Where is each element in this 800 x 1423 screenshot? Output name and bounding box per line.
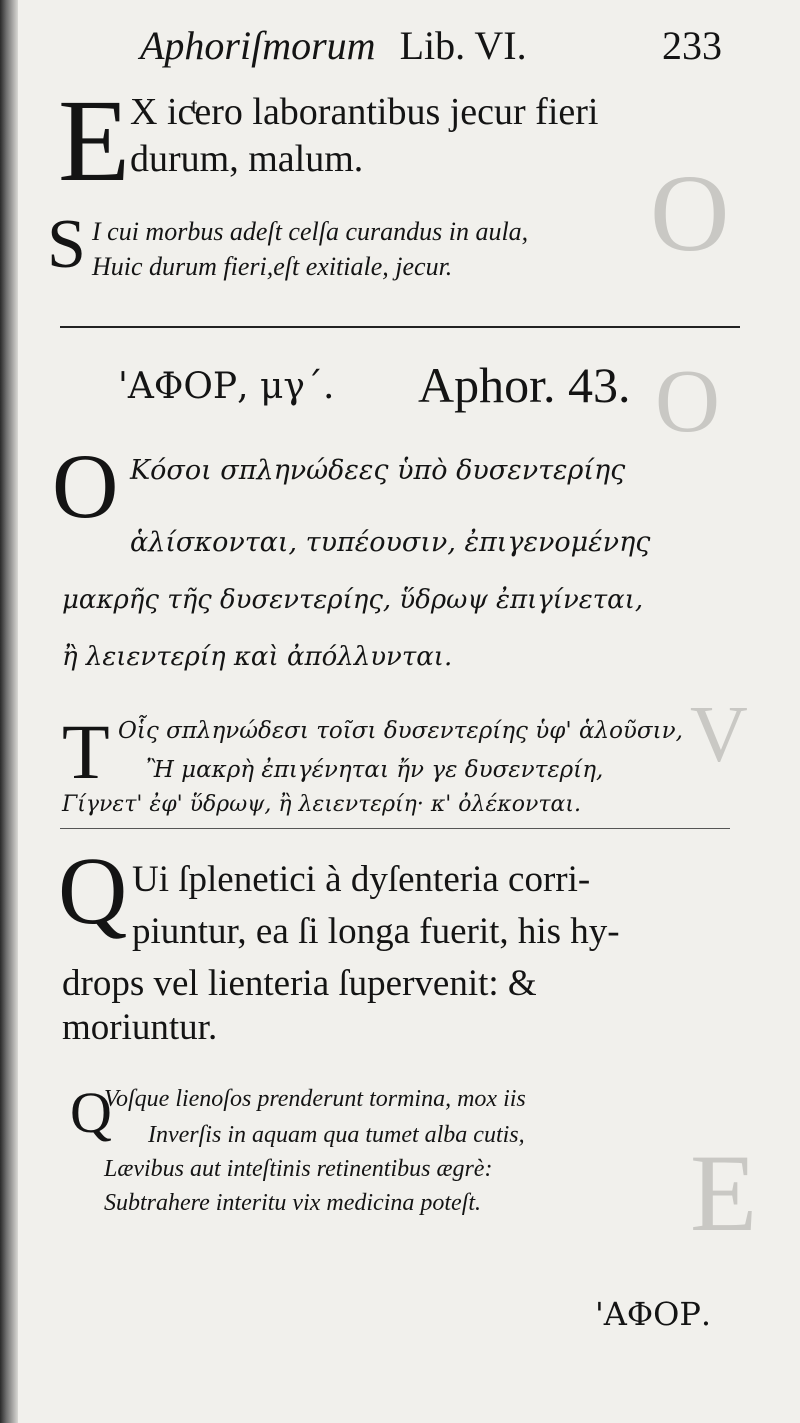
- latin-prose-line-2: piuntur, ea ſi longa fuerit, his hy-: [132, 911, 620, 952]
- greek-prose-line-2: ἁλίσκονται, τυπέουσιν, ἐπιγενομένης: [130, 527, 651, 558]
- bleed-through-letter-o: O: [650, 152, 730, 274]
- running-title: Aphoriſmorum: [140, 23, 376, 68]
- aphorism-42-line-1: X icͭero laborantibus jecur fieri: [130, 91, 599, 133]
- greek-prose-line-1: Κόσοι σπληνώδεες ὑπὸ δυσεντερίης: [130, 455, 626, 486]
- latin-verse-line-2: Inverſis in aquam qua tumet alba cutis,: [148, 1122, 525, 1148]
- greek-prose-line-3: μακρῆς τῆς δυσεντερίης, ὕδρωψ ἐπιγίνεται,: [62, 585, 644, 615]
- greek-verse-line-1: Οἷς σπληνώδεσι τοῖσι δυσεντερίης ὑφ' ἁλοῦσιν,: [118, 718, 683, 744]
- book-label: Lib. VI.: [399, 23, 527, 68]
- catchword: 'ΑΦΟΡ.: [595, 1295, 712, 1333]
- drop-cap-q-small: Q: [70, 1080, 112, 1145]
- greek-prose-line-4: ἢ λειεντερίη καὶ ἀπόλλυνται.: [62, 642, 453, 672]
- page-gutter-shadow: [0, 0, 18, 1423]
- aphorism-42-line-2: durum, malum.: [130, 138, 364, 180]
- section-divider: [60, 326, 740, 328]
- aphorism-43-heading-latin: Aphor. 43.: [418, 357, 631, 413]
- latin-verse-line-1: Voſque lienoſos prenderunt tormina, mox iis: [104, 1086, 526, 1112]
- drop-cap-s: S: [47, 206, 86, 283]
- latin-prose-line-3: drops vel lienteria ſupervenit: &: [62, 963, 537, 1004]
- drop-cap-o: O: [52, 435, 119, 537]
- greek-verse-line-2: Ἢ μακρὴ ἐπιγένηται ἤν γε δυσεντερίη,: [146, 757, 604, 783]
- section-divider: [60, 828, 730, 829]
- running-header: [140, 22, 527, 69]
- latin-prose-line-1: Ui ſplenetici à dyſenteria corri-: [132, 859, 591, 900]
- verse-42-line-1: I cui morbus adeſt celſa curandus in aula,: [92, 217, 529, 246]
- latin-prose-line-4: moriuntur.: [62, 1007, 218, 1048]
- bleed-through-letter-o: O: [655, 352, 720, 451]
- bleed-through-letter-e: E: [690, 1132, 758, 1254]
- page-number: 233: [662, 23, 722, 68]
- drop-cap-e: E: [58, 75, 131, 206]
- verse-42-line-2: Huic durum fieri,eſt exitiale, jecur.: [92, 252, 453, 281]
- bleed-through-letter-v: V: [690, 691, 748, 779]
- aphorism-43-heading-greek: 'ΑΦΟΡ, μγ΄.: [118, 366, 335, 407]
- greek-verse-line-3: Γίγνετ' ἐφ' ὕδρωψ, ἢ λειεντερίη· κ' ὀλέκονται.: [62, 792, 581, 817]
- drop-cap-q: Q: [58, 837, 128, 944]
- latin-verse-line-4: Subtrahere interitu vix medicina poteſt.: [104, 1190, 482, 1216]
- latin-verse-line-3: Lævibus aut inteſtinis retinentibus ægrè:: [104, 1156, 493, 1182]
- drop-cap-t: T: [62, 708, 110, 795]
